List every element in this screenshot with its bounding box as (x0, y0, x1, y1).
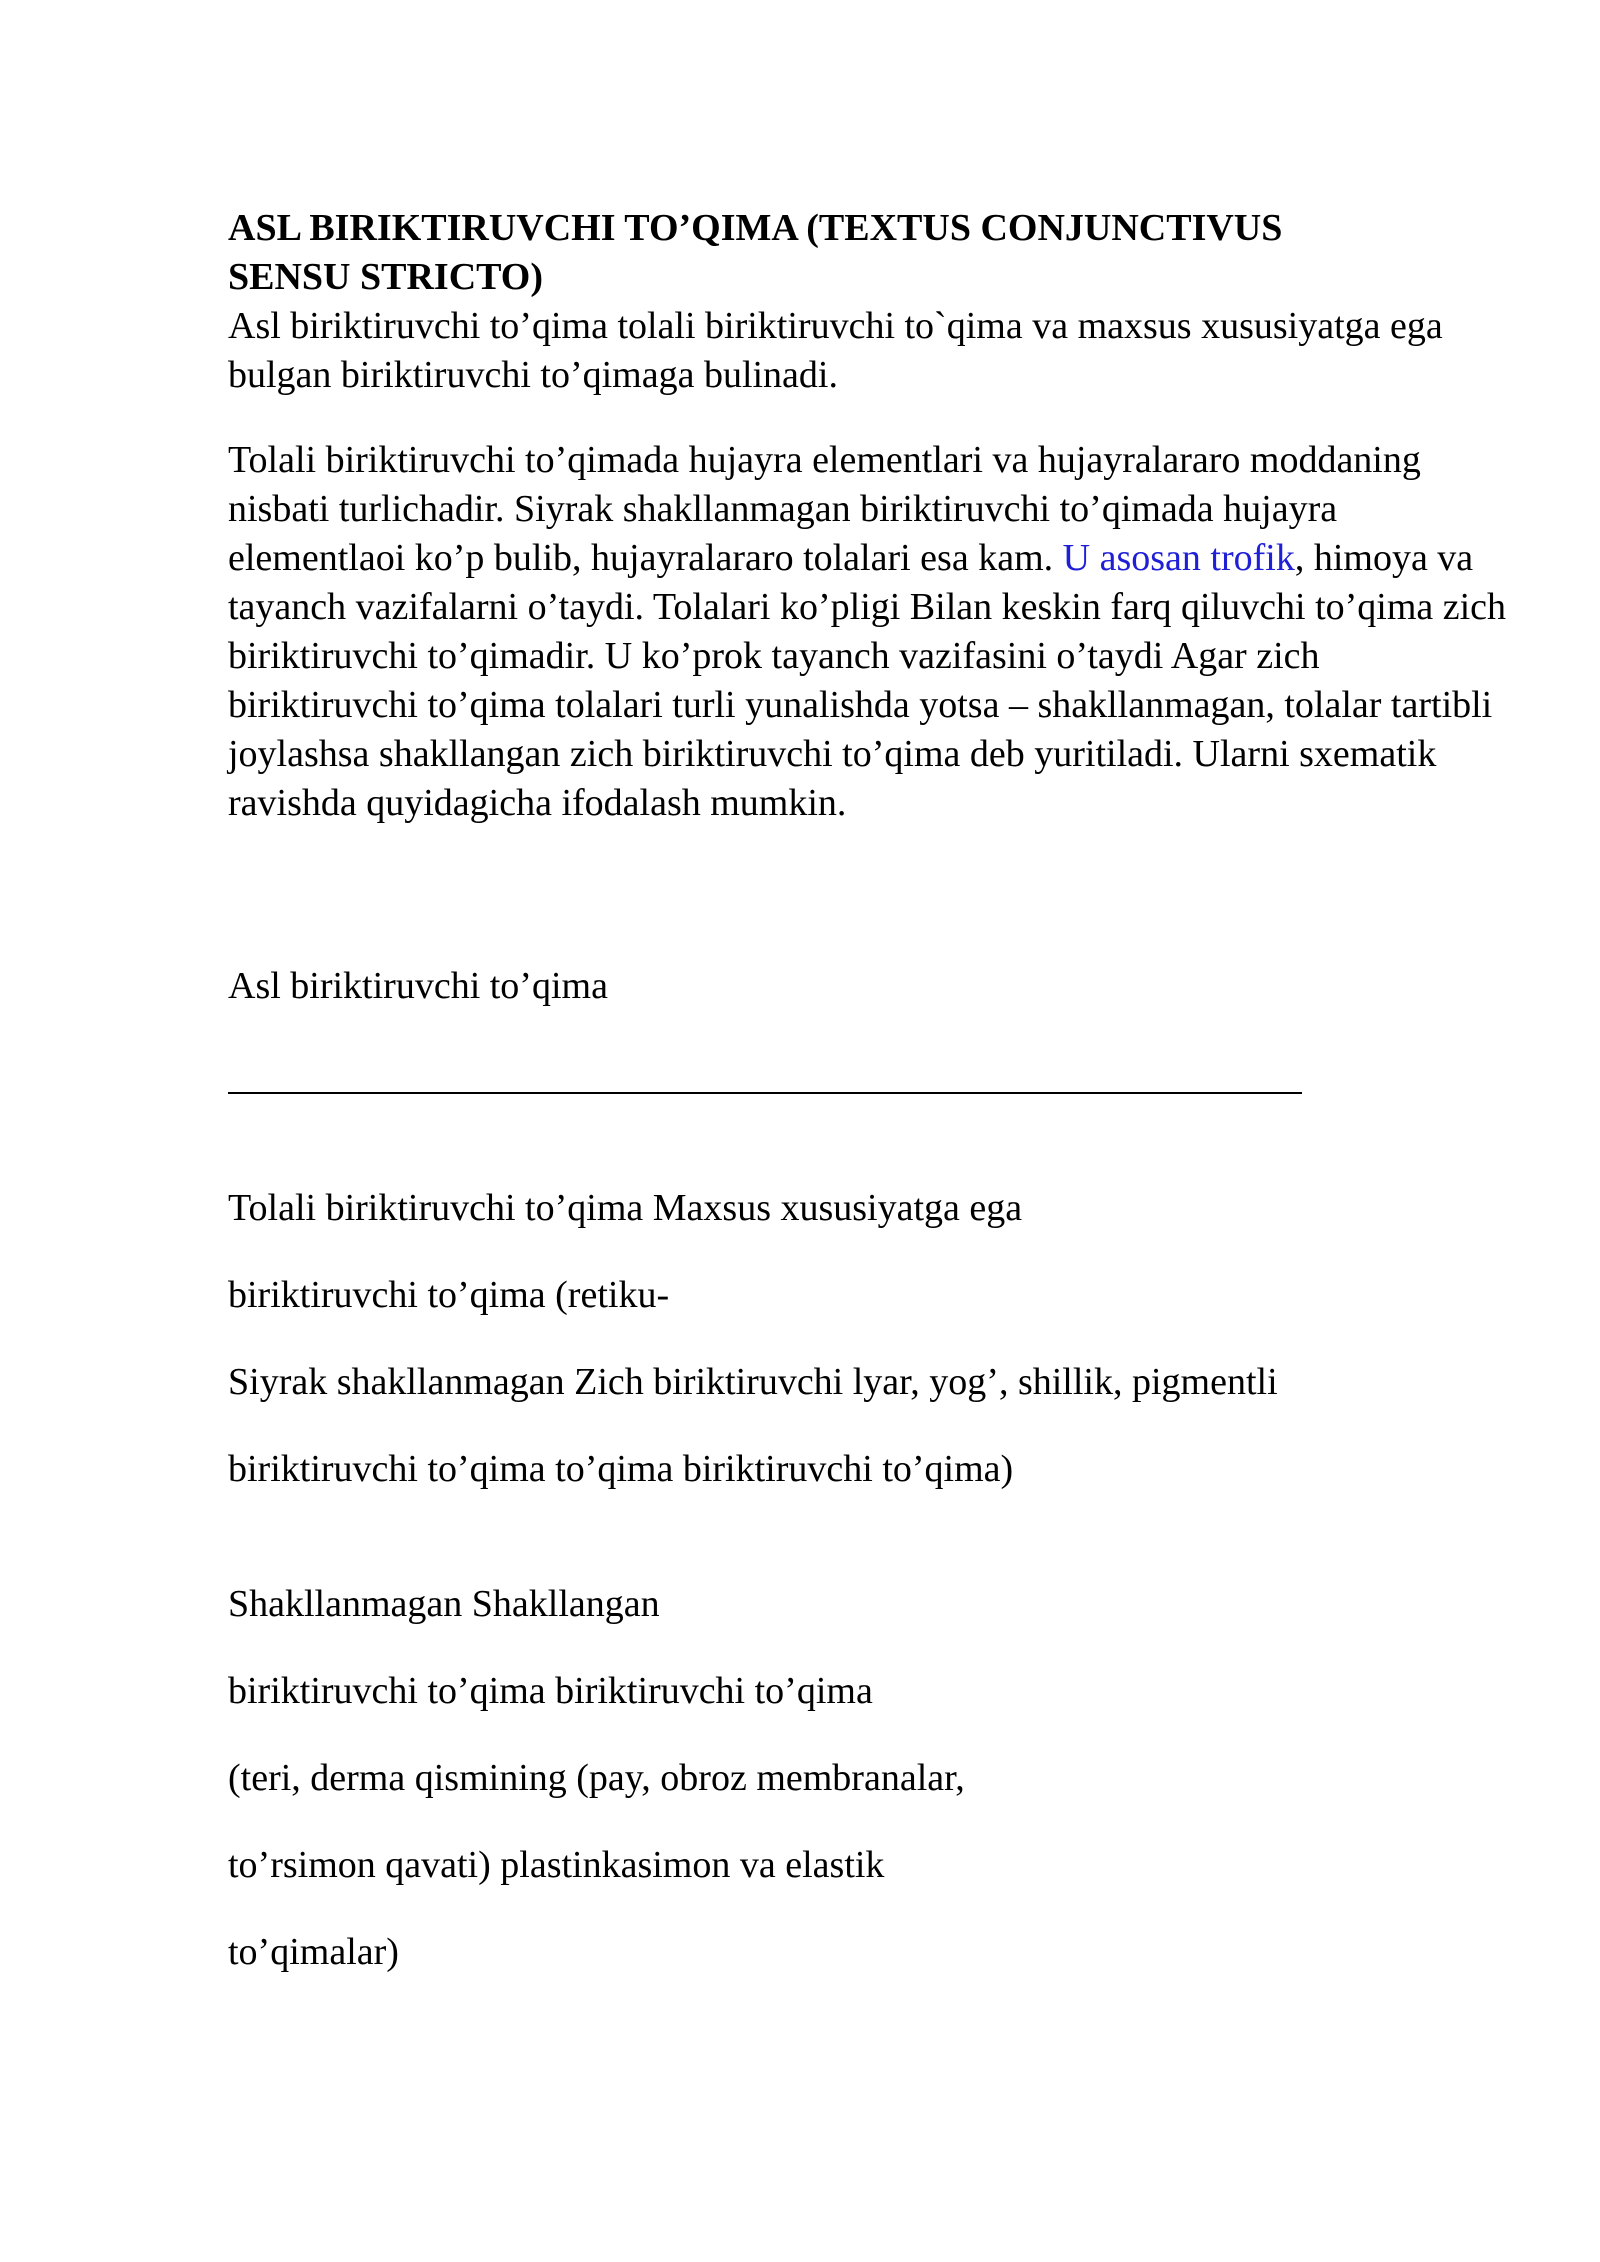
paragraph-text-end: , himoya va tayanch vazifalarni o’taydi. Tolalari ko’pligi Bilan keskin farq qiluvchi to’qima zich biriktiruvchi to’qimadir. U ko’prok tayanch vazifasini o’taydi Agar zich biriktiruvchi to’qima tolalari turli yunalishda yotsa – shakllanmagan, tolalar tartibli joylashsa shakllangan zich biriktiruvchi to’qima deb yuritiladi. Ularni sxematik ravishda quyidagicha ifodalash mumkin. (228, 537, 1507, 824)
scheme-divider (228, 1092, 1302, 1094)
document-body (228, 204, 1518, 828)
document-heading (228, 204, 1518, 302)
scheme-line: Shakllanmagan Shakllangan (228, 1583, 660, 1625)
scheme-line: to’rsimon qavati) plastinkasimon va elastik (228, 1844, 885, 1886)
scheme-title: Asl biriktiruvchi to’qima (228, 965, 608, 1007)
paragraph-text-start: Tolali biriktiruvchi to’qimada hujayra elementlari va hujayralararo moddaning nisbati turlichadir. Siyrak shakllanmagan biriktiruvchi to’qimada hujayra elementlaoi ko’p bulib, hujayralararo tolalari esa kam. (228, 439, 1421, 579)
trofik-link[interactable]: U asosan trofik (1062, 537, 1295, 579)
scheme-line: (teri, derma qismining (pay, obroz membranalar, (228, 1757, 965, 1799)
paragraph-intro: Asl biriktiruvchi to’qima tolali biriktiruvchi to`qima va maxsus xususiyatga ega bulgan biriktiruvchi to’qimaga bulinadi. (228, 305, 1443, 396)
heading-line-2: SENSU STRICTO) (228, 256, 544, 298)
heading-line-1: ASL BIRIKTIRUVCHI TO’QIMA (TEXTUS CONJUNCTIVUS (228, 207, 1283, 249)
scheme-line: biriktiruvchi to’qima biriktiruvchi to’qima (228, 1670, 873, 1712)
scheme-line: biriktiruvchi to’qima (retiku- (228, 1274, 670, 1316)
scheme-line: Siyrak shakllanmagan Zich biriktiruvchi lyar, yog’, shillik, pigmentli (228, 1361, 1278, 1403)
paragraph-fibrous-tissue (228, 436, 1518, 828)
scheme-line: Tolali biriktiruvchi to’qima Maxsus xususiyatga ega (228, 1187, 1023, 1229)
scheme-line: biriktiruvchi to’qima to’qima biriktiruvchi to’qima) (228, 1448, 1014, 1490)
scheme-line: to’qimalar) (228, 1931, 399, 1973)
